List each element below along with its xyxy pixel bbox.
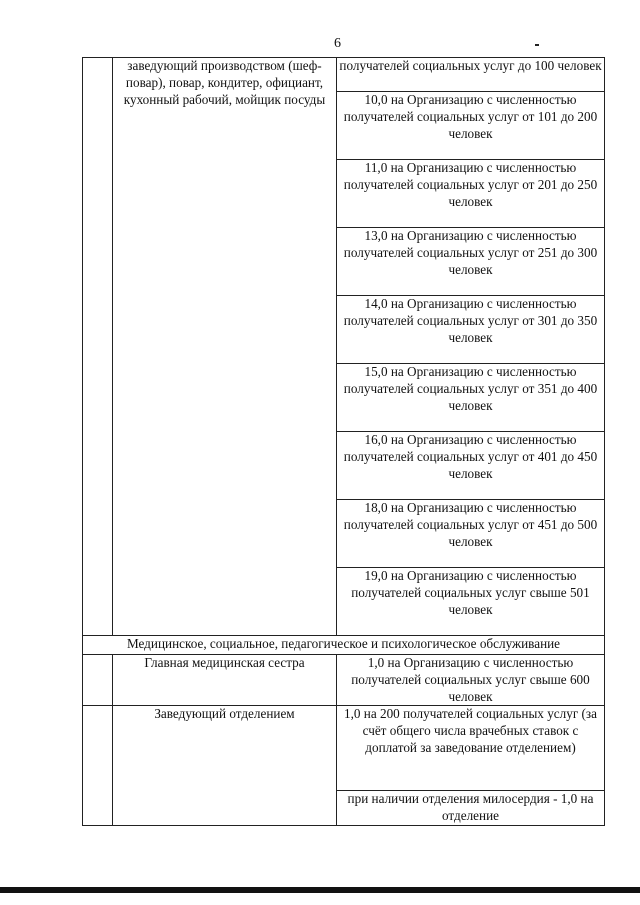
norm-cell: 14,0 на Организацию с численностью получателей социальных услуг от 301 до 350 человек (337, 296, 605, 364)
norm-cell: 15,0 на Организацию с численностью получателей социальных услуг от 351 до 400 человек (337, 364, 605, 432)
number-cell (83, 655, 113, 706)
page-number: 6 (334, 36, 341, 51)
norm-cell: 18,0 на Организацию с численностью получателей социальных услуг от 451 до 500 человек (337, 500, 605, 568)
norm-cell: при наличии отделения милосердия - 1,0 на отделение (337, 791, 605, 826)
norm-cell: 11,0 на Организацию с численностью получателей социальных услуг от 201 до 250 человек (337, 160, 605, 228)
number-cell (83, 58, 113, 636)
norm-cell: 16,0 на Организацию с численностью получателей социальных услуг от 401 до 450 человек (337, 432, 605, 500)
table-row (83, 58, 605, 92)
section-row (83, 636, 605, 655)
staff-norms-table (82, 57, 605, 826)
position-cell: заведующий производством (шеф-повар), повар, кондитер, официант, кухонный рабочий, мойщик посуды (113, 58, 337, 636)
scan-mark (535, 44, 539, 46)
number-cell (83, 706, 113, 826)
scan-edge-bar (0, 887, 640, 893)
norm-cell: 19,0 на Организацию с численностью получателей социальных услуг свыше 501 человек (337, 568, 605, 636)
norm-cell: 1,0 на Организацию с численностью получателей социальных услуг свыше 600 человек (337, 655, 605, 706)
table-row (83, 706, 605, 791)
position-cell: Заведующий отделением (113, 706, 337, 826)
norm-cell: 1,0 на 200 получателей социальных услуг (за счёт общего числа врачебных ставок с доплатой за заведование отделением) (337, 706, 605, 791)
position-cell: Главная медицинская сестра (113, 655, 337, 706)
table-row (83, 655, 605, 706)
section-title: Медицинское, социальное, педагогическое и психологическое обслуживание (83, 636, 605, 655)
norm-cell: 10,0 на Организацию с численностью получателей социальных услуг от 101 до 200 человек (337, 92, 605, 160)
norm-cell: получателей социальных услуг до 100 человек (337, 58, 605, 92)
norm-cell: 13,0 на Организацию с численностью получателей социальных услуг от 251 до 300 человек (337, 228, 605, 296)
